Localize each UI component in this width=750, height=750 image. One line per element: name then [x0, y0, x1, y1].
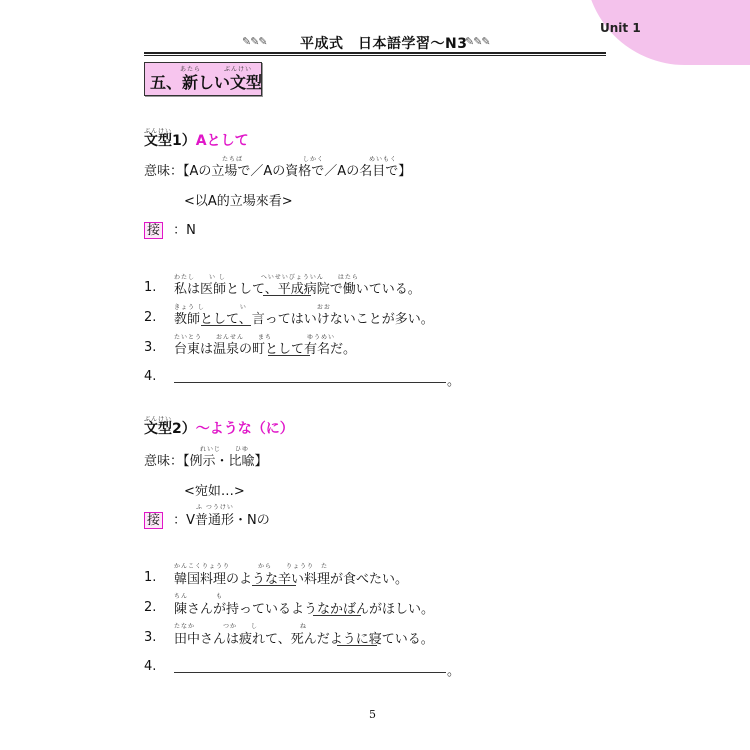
ruby: ぶんけい — [144, 128, 173, 135]
answer-blank[interactable] — [174, 672, 446, 673]
ruby: れいじ ひゆ — [200, 446, 250, 453]
grammar-underline — [252, 585, 296, 586]
ruby: わたし い し へいせいびょういん はたら — [174, 274, 359, 281]
ruby: きょう し い おお — [174, 304, 331, 311]
page-number: 5 — [369, 708, 376, 721]
period-mark: 。 — [447, 664, 461, 679]
ruby: たなか つか し ね — [174, 623, 308, 630]
pattern-2-heading — [144, 418, 294, 438]
example-sentence: 田中さんは疲れて、死んだように寝ている。 — [174, 632, 434, 647]
grammar-underline — [268, 355, 310, 356]
meaning-text: 【例示・比喩】 — [183, 454, 268, 469]
example-sentence: 台東は温泉の町として有名だ。 — [174, 342, 357, 357]
pattern-title: Aとして — [195, 133, 249, 149]
answer-blank[interactable] — [174, 382, 446, 383]
example-number: 1. — [144, 280, 157, 295]
grammar-underline — [337, 645, 377, 646]
pattern-label: 文型2） — [144, 421, 196, 437]
connection-line — [144, 219, 196, 238]
example-sentence: 韓国料理のような辛い料理が食べたい。 — [174, 572, 409, 587]
grammar-underline — [201, 325, 251, 326]
period-mark: 。 — [447, 374, 461, 389]
chinese-note: <宛如…> — [184, 484, 245, 499]
ruby: ぶんけい — [224, 66, 253, 73]
example-number: 3. — [144, 630, 157, 645]
meaning-text: 【Aの立場で／Aの資格で／Aの名目で】 — [183, 164, 412, 179]
connection-line — [144, 509, 270, 528]
header-rule — [144, 52, 606, 56]
connection-badge: 接 — [144, 222, 163, 239]
pencil-deco-icon: ✎✎✎ — [465, 35, 490, 48]
example-number: 4. — [144, 369, 157, 384]
example-number: 3. — [144, 340, 157, 355]
example-number: 2. — [144, 600, 157, 615]
chinese-note: <以A的立場來看> — [184, 194, 293, 209]
unit-label: Unit 1 — [600, 21, 641, 35]
grammar-underline — [263, 295, 311, 296]
ruby: ふ つうけい — [196, 504, 234, 511]
meaning-line — [144, 450, 268, 469]
example-sentence: 教師として、言ってはいけないことが多い。 — [174, 312, 434, 327]
example-sentence: 陳さんが持っているようなかばんがほしい。 — [174, 602, 435, 617]
ruby: かんこくりょうり から りょうり た — [174, 563, 329, 570]
ruby: めいもく — [369, 156, 398, 163]
connection-text: ：N — [173, 223, 196, 238]
pattern-label: 文型1） — [144, 133, 196, 149]
section-title: 五、新しい文型 — [150, 73, 263, 92]
ruby: たちば — [222, 156, 244, 163]
example-number: 1. — [144, 570, 157, 585]
meaning-label: 意味： — [144, 454, 184, 469]
pencil-deco-icon: ✎✎✎ — [242, 35, 267, 48]
ruby: しかく — [303, 156, 325, 163]
header-title: 平成式 日本語学習〜N3 — [300, 36, 468, 52]
ruby: ぶんけい — [144, 416, 173, 423]
ruby: ちん も — [174, 593, 224, 600]
meaning-label: 意味： — [144, 164, 184, 179]
example-number: 4. — [144, 659, 157, 674]
pattern-1-heading — [144, 130, 249, 150]
connection-badge: 接 — [144, 512, 163, 529]
example-number: 2. — [144, 310, 157, 325]
meaning-line — [144, 160, 411, 179]
example-sentence: 私は医師として、平成病院で働いている。 — [174, 282, 421, 297]
ruby: あたら — [180, 66, 202, 73]
ruby: たいとう おんせん まち ゆうめい — [174, 334, 336, 341]
pattern-title: 〜ような（に） — [195, 421, 294, 437]
connection-text: ：V普通形・Nの — [173, 513, 270, 528]
grammar-underline — [313, 615, 361, 616]
